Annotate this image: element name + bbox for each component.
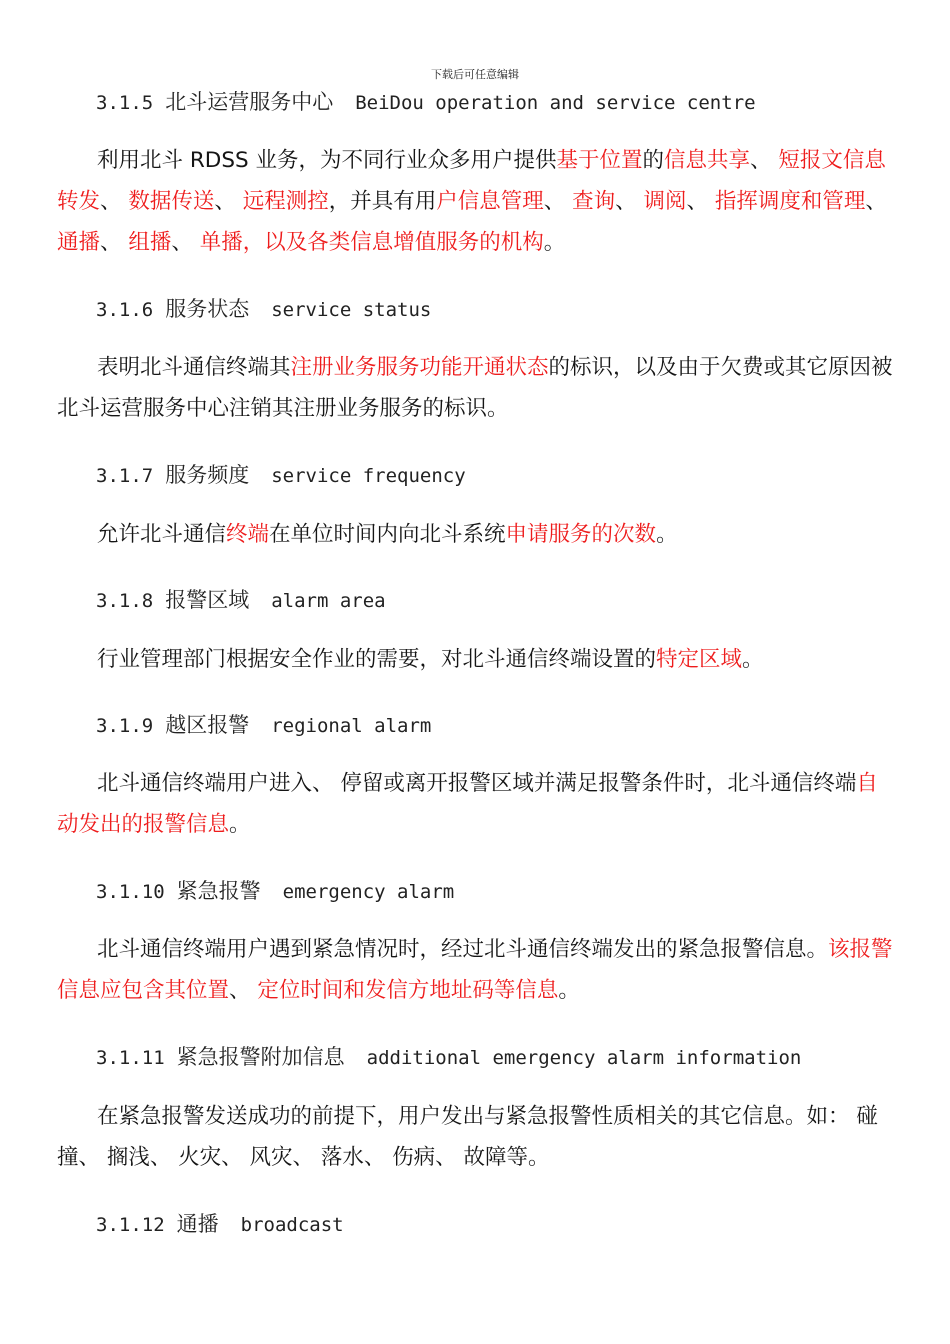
highlighted-text: 通播 xyxy=(57,230,101,255)
section-number: 3.1.5 xyxy=(96,92,154,114)
section-body xyxy=(57,763,897,845)
section-body xyxy=(57,140,897,263)
section-title-zh: 通播 xyxy=(176,1212,219,1236)
highlighted-text: 短报文信息转发 xyxy=(57,148,886,214)
section-title-zh: 服务频度 xyxy=(165,463,250,487)
section-title-zh: 服务状态 xyxy=(165,297,250,321)
highlighted-text: 自动发出的报警信息 xyxy=(57,771,878,837)
body-text: 、 xyxy=(865,189,887,214)
body-text: 行业管理部门根据安全作业的需要，对北斗通信终端设置的 xyxy=(97,647,657,672)
section-heading xyxy=(96,709,431,739)
section-title-en: broadcast xyxy=(240,1214,344,1236)
body-text: ，并具有用 xyxy=(328,189,437,214)
section-body xyxy=(57,929,897,1011)
section-body xyxy=(57,514,897,555)
section-title-zh: 紧急报警 xyxy=(176,879,261,903)
section-heading xyxy=(96,459,466,489)
body-text: 、 xyxy=(543,189,573,214)
body-text: 、 xyxy=(171,230,200,255)
body-text: 利用北斗 RDSS 业务，为不同行业众多用户提供 xyxy=(97,148,557,173)
body-text: 在单位时间内向北斗系统 xyxy=(269,522,506,547)
section-title-en: regional alarm xyxy=(271,715,432,737)
highlighted-text: 定位时间和发信方地址码等信息 xyxy=(257,978,559,1003)
section-heading xyxy=(96,875,454,905)
body-text: 、 xyxy=(686,189,715,214)
body-text: 、 xyxy=(750,148,779,173)
body-text: 。 xyxy=(656,522,678,547)
section-body xyxy=(57,347,897,429)
body-text: 北斗通信终端用户进入、 停留或离开报警区域并满足报警条件时，北斗通信终端 xyxy=(97,771,857,796)
highlighted-text: 组播 xyxy=(128,230,172,255)
section-title-zh: 越区报警 xyxy=(165,713,250,737)
section-number: 3.1.12 xyxy=(96,1214,165,1236)
body-text: 在紧急报警发送成功的前提下，用户发出与紧急报警性质相关的其它信息。如： 碰撞、 搁浅、 火灾、 风灾、 落水、 伤病、 故障等。 xyxy=(57,1104,878,1170)
highlighted-text: 查询 xyxy=(572,189,616,214)
body-text: 、 xyxy=(615,189,644,214)
section-title-en: service frequency xyxy=(271,465,466,487)
section-heading xyxy=(96,1041,801,1071)
body-text: 、 xyxy=(229,978,258,1003)
body-text: 、 xyxy=(100,230,129,255)
section-title-zh: 紧急报警附加信息 xyxy=(176,1045,345,1069)
section-title-zh: 报警区域 xyxy=(165,588,250,612)
highlighted-text: 信息共享 xyxy=(664,148,751,173)
body-text: 北斗通信终端用户遇到紧急情况时，经过北斗通信终端发出的紧急报警信息。 xyxy=(97,937,829,962)
section-title-en: emergency alarm xyxy=(282,881,455,903)
section-number: 3.1.8 xyxy=(96,590,154,612)
highlighted-text: 远程测控 xyxy=(242,189,329,214)
section-heading xyxy=(96,293,431,323)
body-text: 。 xyxy=(742,647,764,672)
highlighted-text: 指挥调度和管理 xyxy=(714,189,866,214)
page-header: 下载后可任意编辑 xyxy=(431,68,519,81)
body-text: 。 xyxy=(543,230,566,255)
section-title-en: additional emergency alarm information xyxy=(366,1047,802,1069)
section-title-en: BeiDou operation and service centre xyxy=(355,92,756,114)
highlighted-text: 调阅 xyxy=(643,189,687,214)
highlighted-text: 注册业务服务功能开通状态 xyxy=(290,355,549,380)
section-number: 3.1.10 xyxy=(96,881,165,903)
highlighted-text: 数据传送 xyxy=(128,189,215,214)
body-text: 。 xyxy=(558,978,580,1003)
section-title-en: service status xyxy=(271,299,432,321)
body-text: 、 xyxy=(214,189,243,214)
body-text: 的标识，以及由于欠费或其它原因被北斗运营服务中心注销其注册业务服务的标识。 xyxy=(57,355,893,421)
highlighted-text: 该报警信息应包含其位置 xyxy=(57,937,893,1003)
highlighted-text: 申请服务的次数 xyxy=(505,522,657,547)
body-text: 。 xyxy=(229,812,251,837)
section-heading xyxy=(96,1208,344,1238)
body-text: 、 xyxy=(100,189,129,214)
highlighted-text: 单播，以及各类信息增值服务的机构 xyxy=(199,230,544,255)
section-body xyxy=(57,639,897,680)
section-heading xyxy=(96,584,386,614)
section-title-en: alarm area xyxy=(271,590,386,612)
section-number: 3.1.9 xyxy=(96,715,154,737)
highlighted-text: 户信息管理 xyxy=(436,189,544,214)
body-text: 表明北斗通信终端其 xyxy=(97,355,291,380)
section-heading xyxy=(96,86,756,116)
section-body xyxy=(57,1096,897,1178)
highlighted-text: 基于位置 xyxy=(556,148,643,173)
section-number: 3.1.11 xyxy=(96,1047,165,1069)
section-number: 3.1.7 xyxy=(96,465,154,487)
body-text: 允许北斗通信 xyxy=(97,522,227,547)
highlighted-text: 终端 xyxy=(226,522,270,547)
section-number: 3.1.6 xyxy=(96,299,154,321)
body-text: 的 xyxy=(642,148,664,173)
highlighted-text: 特定区域 xyxy=(656,647,743,672)
section-title-zh: 北斗运营服务中心 xyxy=(165,90,334,114)
